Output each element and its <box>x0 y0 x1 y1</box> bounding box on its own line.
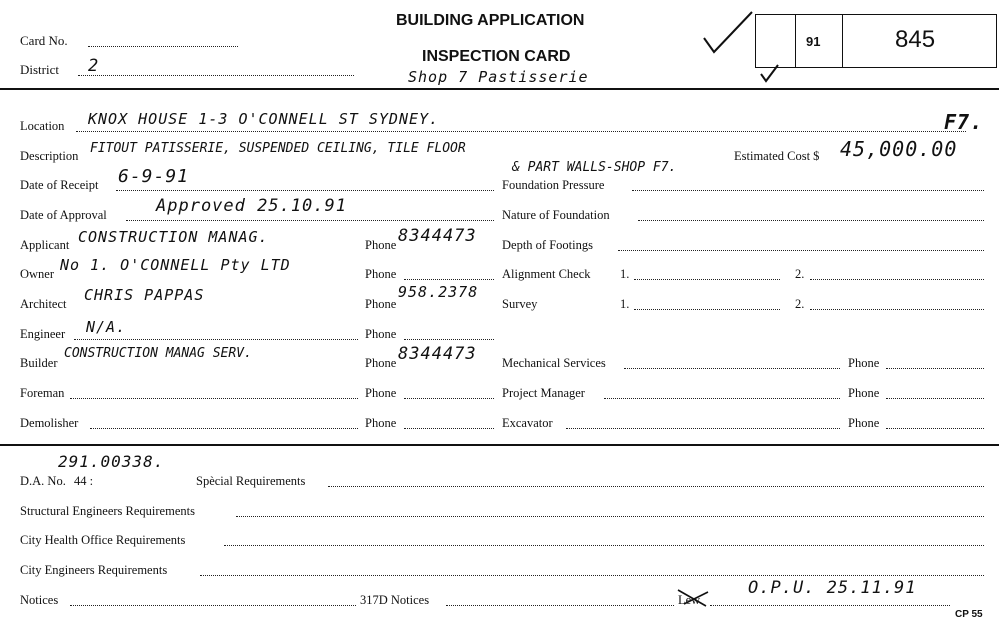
notices-label: Notices <box>20 593 59 607</box>
alignment-check-2-field <box>810 279 984 280</box>
structural-engineers-field <box>236 516 984 517</box>
foreman-label: Foreman <box>20 386 65 400</box>
alignment-check-label: Alignment Check <box>502 267 591 281</box>
owner-value: No 1. O'CONNELL Pty LTD <box>60 256 291 274</box>
excavator-field <box>566 428 840 429</box>
excavator-phone-field <box>886 428 984 429</box>
alignment-check-1: 1. <box>620 267 630 281</box>
alignment-check-1-field <box>634 279 780 280</box>
depth-of-footings-label: Depth of Footings <box>502 238 593 252</box>
city-health-label: City Health Office Requirements <box>20 533 186 547</box>
mechanical-phone-label: Phone <box>848 356 880 370</box>
survey-1-field <box>634 309 780 310</box>
city-engineers-label: City Engineers Requirements <box>20 563 168 577</box>
architect-label: Architect <box>20 297 67 311</box>
district-field <box>78 75 354 76</box>
applicant-value: CONSTRUCTION MANAG. <box>78 228 269 246</box>
notices-317d-field <box>446 605 674 606</box>
date-of-approval-label: Date of Approval <box>20 208 107 222</box>
engineer-phone-label: Phone <box>365 327 397 341</box>
nature-of-foundation-label: Nature of Foundation <box>502 208 610 222</box>
survey-2: 2. <box>795 297 805 311</box>
demolisher-field <box>90 428 358 429</box>
applicant-phone-value: 8344473 <box>398 226 477 246</box>
special-requirements-label: Spècial Requirements <box>196 474 306 488</box>
description-value: FITOUT PATISSERIE, SUSPENDED CEILING, TILE FLOOR <box>90 141 466 156</box>
architect-phone-label: Phone <box>365 297 397 311</box>
architect-phone-value: 958.2378 <box>398 283 479 301</box>
foreman-phone-field <box>404 398 494 399</box>
opu-handwritten: O.P.U. 25.11.91 <box>748 578 917 598</box>
foundation-pressure-field <box>632 190 984 191</box>
strike-mark-icon <box>676 586 712 608</box>
structural-engineers-label: Structural Engineers Requirements <box>20 504 195 518</box>
section-rule <box>0 444 999 446</box>
card-no-field <box>88 46 238 47</box>
engineer-field <box>74 339 358 340</box>
date-of-approval-field <box>126 220 494 221</box>
engineer-value: N/A. <box>86 318 127 336</box>
box-right-number: 845 <box>895 26 936 53</box>
excavator-phone-label: Phone <box>848 416 880 430</box>
foreman-field <box>70 398 358 399</box>
location-value: KNOX HOUSE 1-3 O'CONNELL ST SYDNEY. <box>88 110 440 128</box>
location-label: Location <box>20 119 65 133</box>
lew-field <box>710 605 950 606</box>
project-manager-field <box>604 398 840 399</box>
mechanical-services-label: Mechanical Services <box>502 356 606 370</box>
owner-phone-field <box>404 279 494 280</box>
date-of-receipt-value: 6-9-91 <box>118 166 190 187</box>
demolisher-label: Demolisher <box>20 416 79 430</box>
applicant-label: Applicant <box>20 238 70 252</box>
da-handwritten: 291.00338. <box>58 452 165 471</box>
owner-phone-label: Phone <box>365 267 397 281</box>
notices-field <box>70 605 356 606</box>
applicant-phone-label: Phone <box>365 238 397 252</box>
description-label: Description <box>20 149 79 163</box>
builder-value: CONSTRUCTION MANAG SERV. <box>64 346 252 361</box>
estimated-cost-value: 45,000.00 <box>840 137 958 161</box>
survey-2-field <box>810 309 984 310</box>
lew-label: Lew <box>678 593 701 607</box>
excavator-label: Excavator <box>502 416 553 430</box>
foundation-pressure-label: Foundation Pressure <box>502 178 605 192</box>
nature-of-foundation-field <box>638 220 984 221</box>
da-value: 44 : <box>74 474 94 488</box>
engineer-label: Engineer <box>20 327 66 341</box>
subtitle-handwritten: Shop 7 Pastisserie <box>408 68 589 86</box>
demolisher-phone-label: Phone <box>365 416 397 430</box>
form-code: CP 55 <box>955 609 983 620</box>
mechanical-phone-field <box>886 368 984 369</box>
box-left-number: 91 <box>806 34 821 49</box>
box-divider <box>842 14 843 67</box>
project-manager-phone-field <box>886 398 984 399</box>
mechanical-services-field <box>624 368 840 369</box>
box-divider <box>795 14 796 67</box>
builder-phone-label: Phone <box>365 356 397 370</box>
builder-label: Builder <box>20 356 58 370</box>
city-engineers-field <box>200 575 984 576</box>
architect-value: CHRIS PAPPAS <box>84 286 205 304</box>
date-of-approval-value: Approved 25.10.91 <box>156 196 347 216</box>
foreman-phone-label: Phone <box>365 386 397 400</box>
survey-label: Survey <box>502 297 538 311</box>
card-no-label: Card No. <box>20 33 68 48</box>
location-note: F7. <box>944 110 984 134</box>
title-line-1: BUILDING APPLICATION <box>396 12 585 29</box>
depth-of-footings-field <box>618 250 984 251</box>
da-label: D.A. No. <box>20 474 66 488</box>
demolisher-phone-field <box>404 428 494 429</box>
estimated-cost-label: Estimated Cost $ <box>734 149 820 163</box>
date-of-receipt-label: Date of Receipt <box>20 178 99 192</box>
district-label: District <box>20 62 59 77</box>
description-value-2: & PART WALLS-SHOP F7. <box>512 160 677 175</box>
header-rule <box>0 88 999 90</box>
survey-1: 1. <box>620 297 630 311</box>
title-line-2: INSPECTION CARD <box>422 48 571 65</box>
check-icon <box>700 8 760 58</box>
owner-label: Owner <box>20 267 55 281</box>
location-field <box>76 131 966 132</box>
project-manager-phone-label: Phone <box>848 386 880 400</box>
notices-317d-label: 317D Notices <box>360 593 430 607</box>
date-of-receipt-field <box>116 190 494 191</box>
card-number-box <box>755 14 997 68</box>
builder-phone-value: 8344473 <box>398 344 477 364</box>
alignment-check-2: 2. <box>795 267 805 281</box>
engineer-phone-field <box>404 339 494 340</box>
special-requirements-field <box>328 486 984 487</box>
district-value: 2 <box>88 56 100 76</box>
project-manager-label: Project Manager <box>502 386 585 400</box>
city-health-field <box>224 545 984 546</box>
